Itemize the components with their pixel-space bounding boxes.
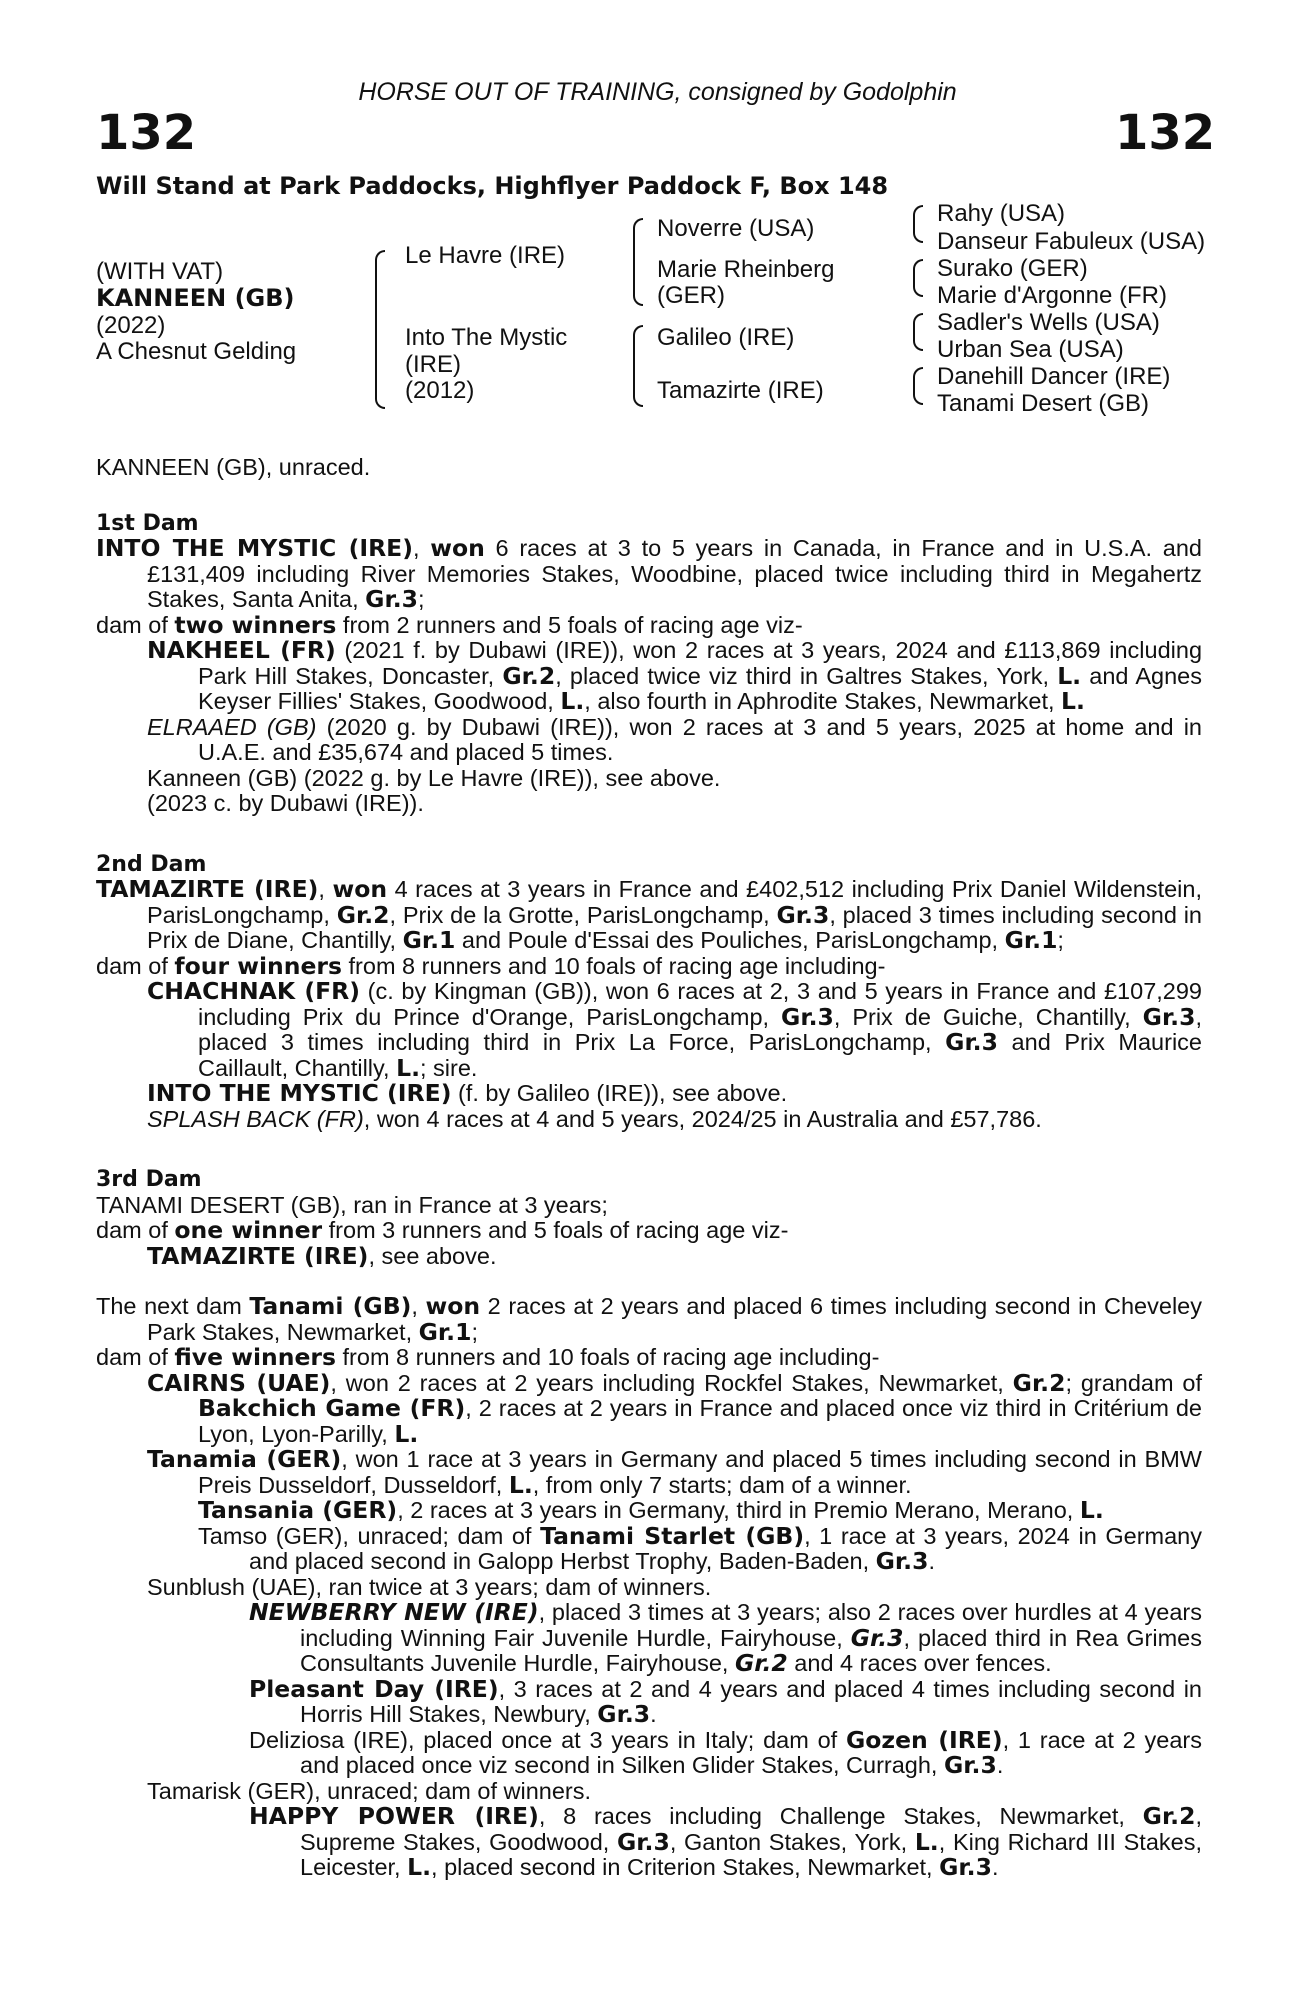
pedigree-brace xyxy=(913,205,923,243)
third-dam-heading: 3rd Dam xyxy=(96,1167,202,1192)
sire: Le Havre (IRE) xyxy=(405,242,566,269)
produce-entry: Tamso (GER), unraced; dam of Tanami Starlet (GB), 1 race at 3 years, 2024 in Germany and placed second in Galopp Herbst Trophy, Baden-Baden, Gr.3. xyxy=(198,1521,1202,1575)
produce-entry: NAKHEEL (FR) (2021 f. by Dubawi (IRE)), won 2 races at 3 years, 2024 and £113,869 including Park Hill Stakes, Doncaster, Gr.2, placed twice viz third in Galtres Stakes, York, L. and Agnes Keyser Fillies' Stakes, Goodwood, L., also fourth in Aphrodite Stakes, Newmarket, L. xyxy=(147,636,1203,715)
produce-entry: TAMAZIRTE (IRE), see above. xyxy=(147,1241,497,1270)
sds: Surako (GER) xyxy=(937,255,1088,282)
produce-entry: HAPPY POWER (IRE), 8 races including Challenge Stakes, Newmarket, Gr.2, Supreme Stakes, Goodwood, Gr.3, Ganton Stakes, York, L., King Richard III Stakes, Leicester, L., placed second in Criterion Stakes, Newmarket, Gr.3. xyxy=(249,1802,1202,1881)
pedigree-brace xyxy=(375,250,385,409)
produce-entry: Kanneen (GB) (2022 g. by Le Havre (IRE)), see above. xyxy=(147,764,721,791)
produce-entry: Pleasant Day (IRE), 3 races at 2 and 4 years and placed 4 times including second in Horris Hill Stakes, Newbury, Gr.3. xyxy=(249,1674,1202,1728)
dam-line2: (IRE) xyxy=(405,351,461,378)
sire-dam-line2: (GER) xyxy=(657,282,725,309)
catalogue-content xyxy=(96,455,1202,1881)
next-dam-entry: The next dam Tanami (GB), won 2 races at 2 years and placed 6 times including second in Cheveley Park Stakes, Newmarket, Gr.1; xyxy=(96,1292,1202,1346)
produce-entry: Deliziosa (IRE), placed once at 3 years in Italy; dam of Gozen (IRE), 1 race at 2 years and placed once viz second in Silken Glider Stakes, Curragh, Gr.3. xyxy=(249,1725,1202,1779)
dam-dam: Tamazirte (IRE) xyxy=(657,377,824,404)
horse-name: KANNEEN (GB) xyxy=(96,284,295,312)
sire-dam-line1: Marie Rheinberg xyxy=(657,256,835,283)
ssd: Danseur Fabuleux (USA) xyxy=(937,228,1206,255)
produce-entry: ELRAAED (GB) (2020 g. by Dubawi (IRE)), won 2 races at 3 and 5 years, 2025 at home and in U.A.E. and £35,674 and placed 5 times. xyxy=(147,713,1203,765)
catalogue-header: HORSE OUT OF TRAINING, consigned by Godolphin xyxy=(358,78,957,106)
pedigree-brace xyxy=(913,313,923,351)
produce-entry: INTO THE MYSTIC (IRE) (f. by Galileo (IRE)), see above. xyxy=(147,1079,788,1107)
dds: Danehill Dancer (IRE) xyxy=(937,363,1171,390)
sdd: Marie d'Argonne (FR) xyxy=(937,282,1167,309)
produce-entry: (2023 c. by Dubawi (IRE)). xyxy=(147,790,424,816)
produce-entry: SPLASH BACK (FR), won 4 races at 4 and 5 years, 2024/25 in Australia and £57,786. xyxy=(147,1105,1042,1132)
produce-summary: dam of four winners from 8 runners and 10 foals of racing age including- xyxy=(96,951,886,980)
first-dam-heading: 1st Dam xyxy=(96,510,199,536)
dam-sire: Galileo (IRE) xyxy=(657,324,795,351)
produce-entry: CHACHNAK (FR) (c. by Kingman (GB)), won 6 races at 2, 3 and 5 years in France and £107,299 including Prix du Prince d'Orange, ParisLongchamp, Gr.3, Prix de Guiche, Chantilly, Gr.3, placed 3 times including third in Prix La Force, ParisLongchamp, Gr.3 and Prix Maurice Caillault, Chantilly, L.; sire. xyxy=(147,977,1203,1082)
sss: Rahy (USA) xyxy=(937,200,1066,227)
produce-entry: Tanamia (GER), won 1 race at 3 years in Germany and placed 5 times including second in BMW Preis Dusseldorf, Dusseldorf, L., from only 7 starts; dam of a winner. xyxy=(147,1445,1202,1499)
sire-sire: Noverre (USA) xyxy=(657,215,815,242)
horse-description: A Chesnut Gelding xyxy=(96,338,297,365)
dam-entry: TANAMI DESERT (GB), ran in France at 3 years; xyxy=(96,1191,608,1218)
pedigree-brace xyxy=(633,325,643,407)
second-dam-heading: 2nd Dam xyxy=(96,851,207,877)
produce-entry: Sunblush (UAE), ran twice at 3 years; dam of winners. xyxy=(147,1573,712,1600)
pedigree-brace xyxy=(913,259,923,297)
produce-summary: dam of five winners from 8 runners and 10 foals of racing age including- xyxy=(96,1343,880,1371)
pedigree-brace xyxy=(633,218,643,306)
stand-location: Will Stand at Park Paddocks, Highflyer Paddock F, Box 148 xyxy=(96,172,889,200)
dss: Sadler's Wells (USA) xyxy=(937,309,1160,336)
produce-entry: Tansania (GER), 2 races at 3 years in Germany, third in Premio Merano, Merano, L. xyxy=(198,1496,1104,1524)
dam-line1: Into The Mystic xyxy=(405,324,568,351)
produce-summary: dam of two winners from 2 runners and 5 foals of racing age viz- xyxy=(96,610,803,639)
produce-entry: NEWBERRY NEW (IRE), placed 3 times at 3 years; also 2 races over hurdles at 4 years including Winning Fair Juvenile Hurdle, Fairyhouse, Gr.3, placed third in Rea Grimes Consultants Juvenile Hurdle, Fairyhouse, Gr.2 and 4 races over fences. xyxy=(249,1598,1203,1677)
lot-number-left: 132 xyxy=(96,105,197,161)
vat-note: (WITH VAT) xyxy=(96,258,224,285)
dam-entry: INTO THE MYSTIC (IRE), won 6 races at 3 to 5 years in Canada, in France and in U.S.A. and £131,409 including River Memories Stakes, Woodbine, placed twice including third in Megahertz Stakes, Santa Anita, Gr.3; xyxy=(96,534,1202,613)
dam-line3: (2012) xyxy=(405,377,475,404)
produce-entry: CAIRNS (UAE), won 2 races at 2 years including Rockfel Stakes, Newmarket, Gr.2; grandam of Bakchich Game (FR), 2 races at 2 years in France and placed once viz third in Critérium de Lyon, Lyon-Parilly, L. xyxy=(147,1368,1203,1448)
horse-year: (2022) xyxy=(96,312,166,339)
ddd: Tanami Desert (GB) xyxy=(937,390,1150,417)
dsd: Urban Sea (USA) xyxy=(937,336,1124,363)
dam-entry: TAMAZIRTE (IRE), won 4 races at 3 years in France and £402,512 including Prix Daniel Wildenstein, ParisLongchamp, Gr.2, Prix de la Grotte, ParisLongchamp, Gr.3, placed 3 times including second in Prix de Diane, Chantilly, Gr.1 and Poule d'Essai des Pouliches, ParisLongchamp, Gr.1; xyxy=(96,875,1202,954)
lot-number-right: 132 xyxy=(1115,105,1216,161)
produce-entry: Tamarisk (GER), unraced; dam of winners. xyxy=(147,1777,592,1804)
pedigree-brace xyxy=(913,367,923,405)
summary-line: KANNEEN (GB), unraced. xyxy=(96,454,371,480)
produce-summary: dam of one winner from 3 runners and 5 foals of racing age viz- xyxy=(96,1216,789,1244)
